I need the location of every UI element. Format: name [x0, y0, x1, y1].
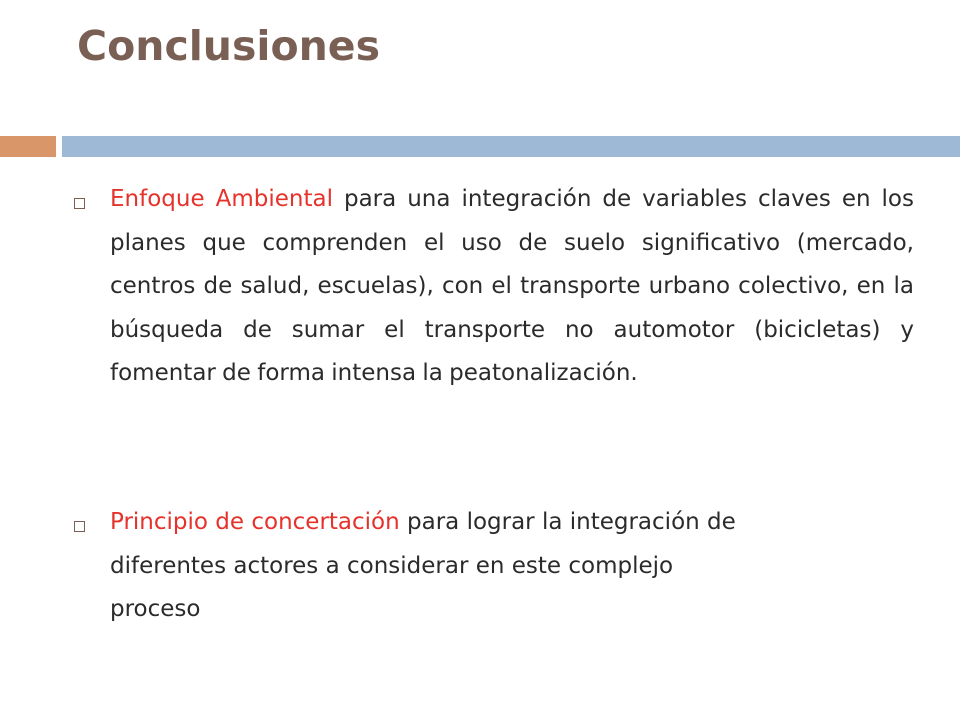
- bullet-text: [110, 501, 750, 632]
- slide-title: Conclusiones: [77, 22, 381, 70]
- square-bullet-icon: [74, 521, 85, 532]
- bullet-text: [110, 178, 914, 396]
- title-accent-bar: [0, 136, 56, 157]
- title-underline-bar: [62, 136, 960, 157]
- bullet-body: para una integración de variables claves en los planes que comprenden el uso de suelo significativo (mercado, centros de salud, escuelas), con el transporte urbano colectivo, en la búsqueda de sumar el transporte no automotor (bicicletas) y fomentar de forma intensa la peatonalización.: [110, 186, 914, 386]
- bullet-highlight: Enfoque Ambiental: [110, 186, 333, 212]
- square-bullet-icon: [74, 198, 85, 209]
- bullet-highlight: Principio de concertación: [110, 509, 400, 535]
- bullet-item-enfoque-ambiental: [74, 178, 914, 396]
- bullet-item-principio-concertacion: [74, 501, 914, 632]
- bullet-body: para lograr la integración de diferentes actores a considerar en este complejo proceso: [110, 509, 736, 622]
